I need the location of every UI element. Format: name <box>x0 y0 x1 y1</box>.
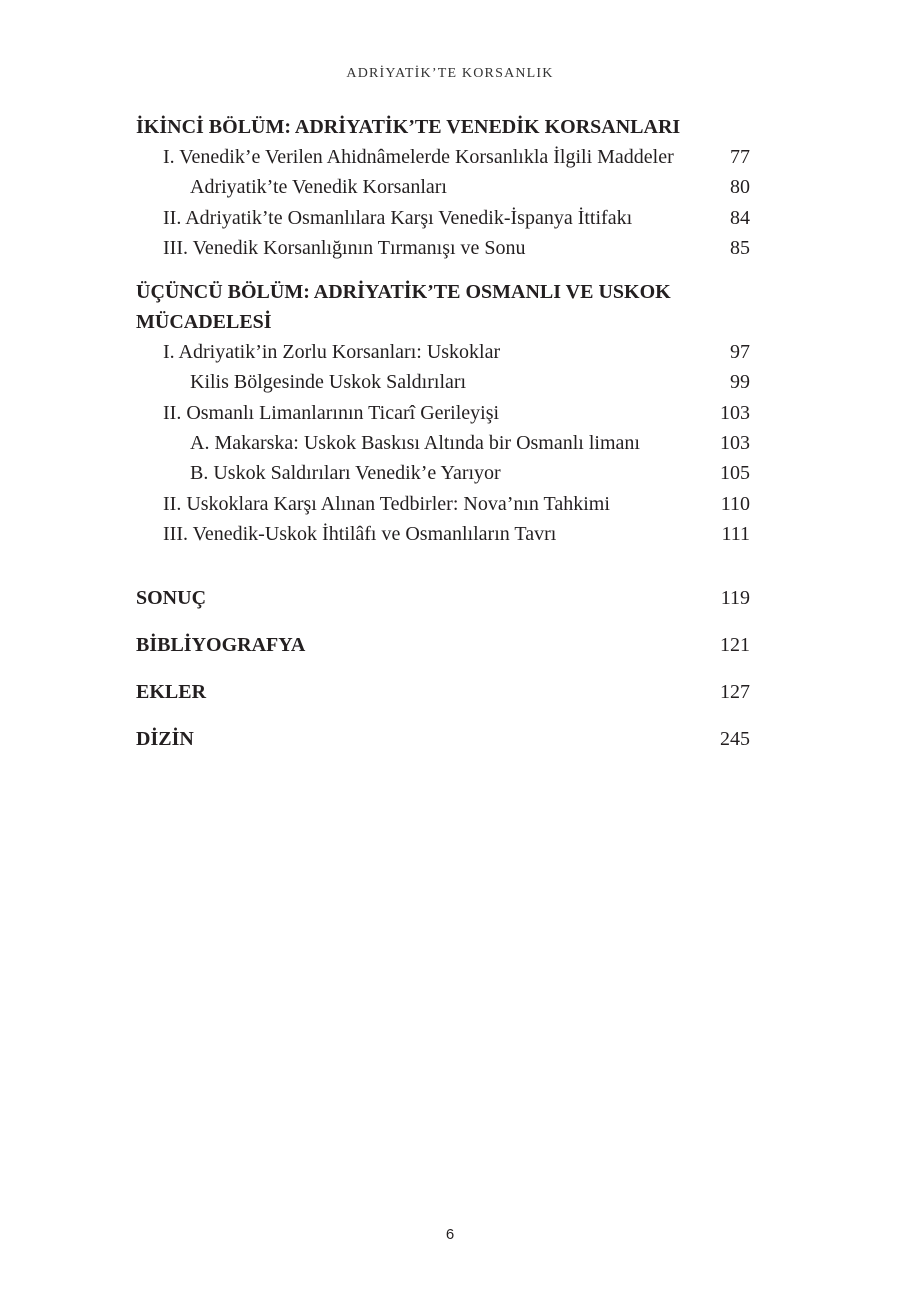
entry-page: 103 <box>720 432 750 455</box>
entry-title: A. Makarska: Uskok Baskısı Altında bir Osmanlı limanı <box>190 432 640 455</box>
toc-entry-dizin <box>136 724 750 754</box>
entry-page: 110 <box>720 492 750 515</box>
entry-title: B. Uskok Saldırıları Venedik’e Yarıyor <box>190 462 501 485</box>
entry-page: 84 <box>730 206 750 229</box>
entry-page: 121 <box>720 634 750 657</box>
toc-entry <box>136 367 750 397</box>
toc-entry <box>136 398 750 428</box>
entry-title: DİZİN <box>136 728 194 751</box>
toc-entry-ekler <box>136 677 750 707</box>
toc-entry <box>136 428 750 458</box>
toc-entry <box>136 142 750 172</box>
table-of-contents <box>136 112 750 771</box>
entry-page: 245 <box>720 728 750 751</box>
entry-title: Adriyatik’te Venedik Korsanları <box>190 176 447 199</box>
toc-entry <box>136 337 750 367</box>
entry-page: 127 <box>720 681 750 704</box>
entry-title: II. Uskoklara Karşı Alınan Tedbirler: Nova’nın Tahkimi <box>163 492 610 515</box>
page-number: 6 <box>445 1226 455 1243</box>
toc-entry <box>136 172 750 202</box>
running-head: ADRİYATİK’TE KORSANLIK <box>346 66 554 81</box>
entry-page: 85 <box>730 236 750 259</box>
entry-title: EKLER <box>136 681 207 704</box>
entry-title: III. Venedik-Uskok İhtilâfı ve Osmanlıların Tavrı <box>163 522 557 545</box>
toc-section-ikinci-bolum <box>136 112 750 263</box>
toc-entry <box>136 458 750 488</box>
entry-page: 80 <box>730 176 750 199</box>
entry-page: 99 <box>730 371 750 394</box>
entry-title: I. Venedik’e Verilen Ahidnâmelerde Korsanlıkla İlgili Maddeler <box>163 146 674 168</box>
entry-page: 103 <box>720 401 750 424</box>
toc-entry <box>136 233 750 263</box>
toc-entry <box>136 519 750 549</box>
section-title: İKİNCİ BÖLÜM: ADRİYATİK’TE VENEDİK KORSANLARI <box>136 116 681 138</box>
toc-entry <box>136 489 750 519</box>
entry-title: II. Adriyatik’te Osmanlılara Karşı Venedik-İspanya İttifakı <box>163 206 633 229</box>
entry-title: III. Venedik Korsanlığının Tırmanışı ve Sonu <box>163 236 526 259</box>
entry-title: BİBLİYOGRAFYA <box>136 634 306 657</box>
toc-entry-sonuc <box>136 583 750 613</box>
section-title: ÜÇÜNCÜ BÖLÜM: ADRİYATİK’TE OSMANLI VE USKOK MÜCADELESİ <box>136 281 671 334</box>
entry-page: 119 <box>720 587 750 610</box>
toc-back-matter <box>136 583 750 754</box>
entry-page: 97 <box>730 341 750 364</box>
toc-section-ucuncu-bolum <box>136 277 750 549</box>
toc-entry-bibliyografya <box>136 630 750 660</box>
entry-page: 111 <box>721 522 750 545</box>
toc-entry <box>136 203 750 233</box>
entry-title: II. Osmanlı Limanlarının Ticarî Gerileyişi <box>163 401 500 424</box>
entry-page: 105 <box>720 462 750 485</box>
entry-title: SONUÇ <box>136 587 207 610</box>
entry-title: Kilis Bölgesinde Uskok Saldırıları <box>190 371 467 394</box>
entry-title: I. Adriyatik’in Zorlu Korsanları: Uskoklar <box>163 341 501 364</box>
entry-page: 77 <box>730 146 750 168</box>
